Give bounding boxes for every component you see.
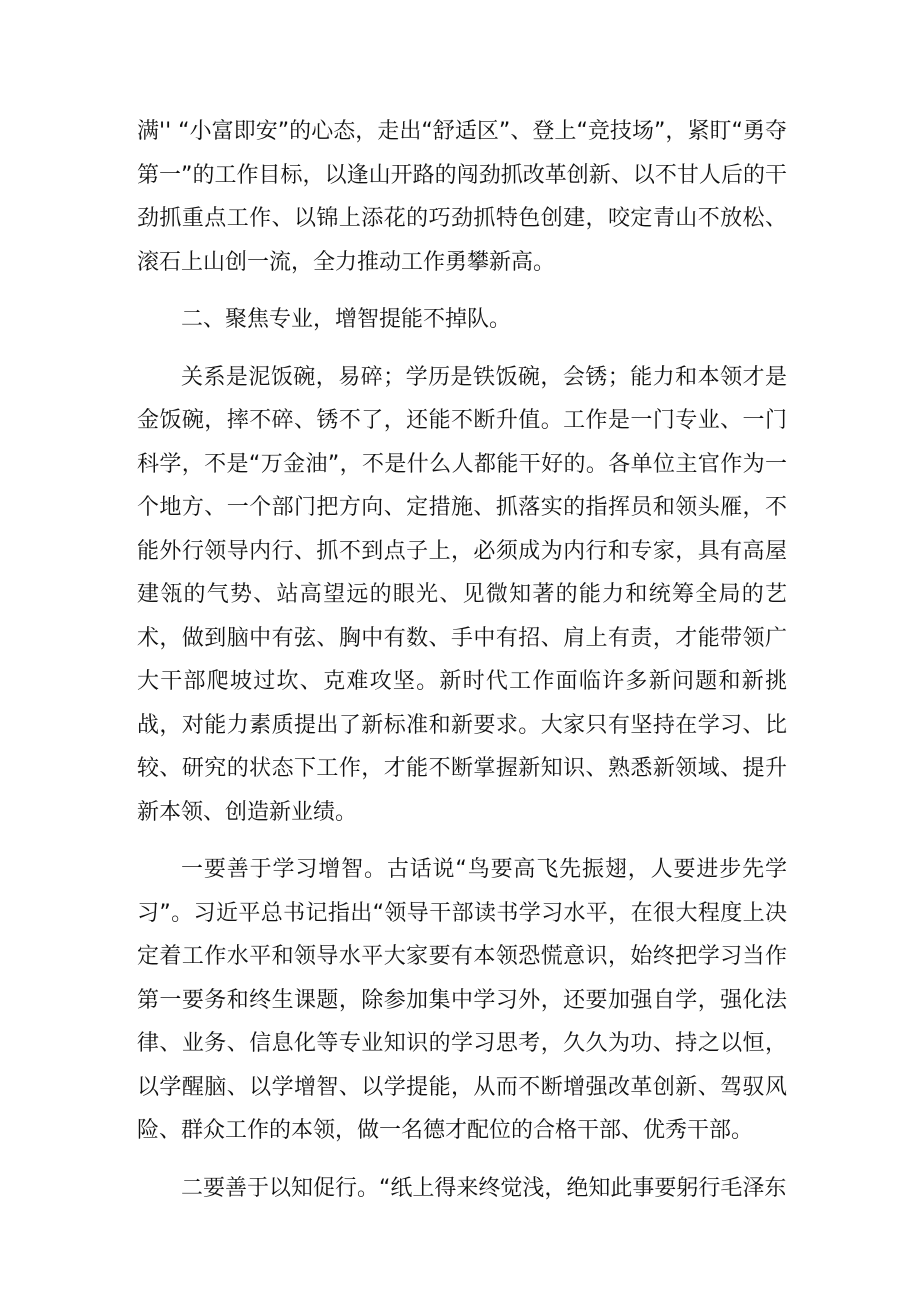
paragraph: 关系是泥饭碗，易碎；学历是铁饭碗，会锈；能力和本领才是金饭碗，摔不碎、锈不了，还能不断升值。工作是一门专业、一门科学，不是“万金油”，不是什么人都能干好的。各单位主官作为一个地方、一个部门把方向、定措施、抓落实的指挥员和领头雁，不能外行领导内行、抓不到点子上，必须成为内行和专家，具有高屋建瓴的气势、站高望远的眼光、见微知著的能力和统筹全局的艺术，做到脑中有弦、胸中有数、手中有招、肩上有责，才能带领广大干部爬坡过坎、克难攻坚。新时代工作面临许多新问题和新挑战，对能力素质提出了新标准和新要求。大家只有坚持在学习、比较、研究的状态下工作，才能不断掌握新知识、熟悉新领域、提升新本领、创造新业绩。 xyxy=(137,364,787,825)
paragraph: 二要善于以知促行。“纸上得来终觉浅，绝知此事要躬行毛泽东 xyxy=(181,1175,787,1201)
paragraph: 一要善于学习增智。古话说“鸟要高飞先振翅，人要进步先学习”。习近平总书记指出“领导干部读书学习水平，在很大程度上决定着工作水平和领导水平大家要有本领恐慌意识，始终把学习当作第一要务和终生课题，除参加集中学习外，还要加强自学，强化法律、业务、信息化等专业知识的学习思考，久久为功、持之以恒，以学醒脑、以学增智、以学提能，从而不断增强改革创新、驾驭风险、群众工作的本领，做一名德才配位的合格干部、优秀干部。 xyxy=(137,857,787,1143)
document-body xyxy=(137,110,787,1210)
paragraph-continuation: 满'' “小富即安”的心态，走出“舒适区”、登上“竞技场”，紧盯“勇夺第一”的工作目标，以逢山开路的闯劲抓改革创新、以不甘人后的干劲抓重点工作、以锦上添花的巧劲抓特色创建，咬定青山不放松、滚石上山创一流，全力推动工作勇攀新高。 xyxy=(137,119,787,275)
section-heading: 二、聚焦专业，增智提能不掉队。 xyxy=(181,307,512,332)
